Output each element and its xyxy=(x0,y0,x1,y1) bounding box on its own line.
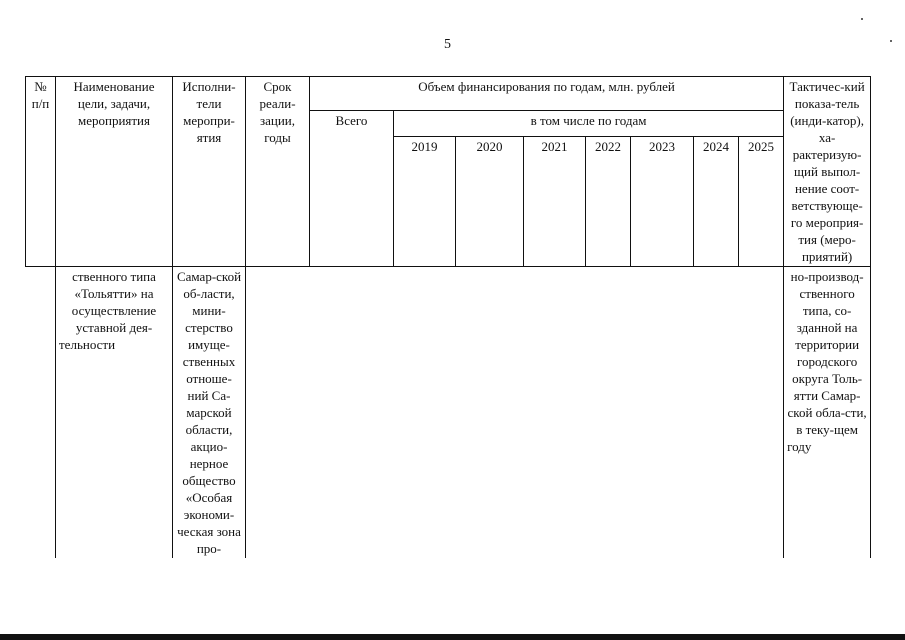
cell-num xyxy=(26,267,56,559)
header-num: № п/п xyxy=(26,77,56,267)
cell-year xyxy=(694,267,739,559)
scan-bottom-edge xyxy=(0,634,905,640)
page-number: 5 xyxy=(444,37,451,52)
header-name: Наименование цели, задачи, мероприятия xyxy=(56,77,173,267)
cell-year xyxy=(631,267,694,559)
header-year: 2024 xyxy=(694,137,739,267)
cell-name: ственного типа «Тольятти» на осуществление уставной дея-тельности xyxy=(56,267,173,559)
cell-executor: Самар-ской об-ласти, мини-стерство имуще-ственных отноше-ний Са-марской области, акцио-нерное общество «Особая экономи-ческая зона про- xyxy=(173,267,246,559)
cell-year xyxy=(524,267,586,559)
header-year: 2025 xyxy=(739,137,784,267)
header-year: 2021 xyxy=(524,137,586,267)
scan-speck xyxy=(861,18,863,20)
header-by-years: в том числе по годам xyxy=(394,111,784,137)
cell-year xyxy=(739,267,784,559)
cell-year xyxy=(586,267,631,559)
table-row xyxy=(26,267,871,559)
funding-table xyxy=(25,76,871,558)
header-indicator: Тактичес-кий показа-тель (инди-катор), ха-рактеризую-щий выпол-нение соот-ветствующе-го мероприя-тия (меро-приятий) xyxy=(784,77,871,267)
cell-year xyxy=(456,267,524,559)
cell-total xyxy=(310,267,394,559)
header-term: Срок реали-зации, годы xyxy=(246,77,310,267)
header-executor: Исполни-тели меропри-ятия xyxy=(173,77,246,267)
header-year: 2020 xyxy=(456,137,524,267)
header-year: 2023 xyxy=(631,137,694,267)
header-year: 2022 xyxy=(586,137,631,267)
scan-speck xyxy=(890,40,892,42)
cell-indicator: но-производ-ственного типа, со-зданной на территории городского округа Толь-ятти Самар-ской обла-сти, в теку-щем году xyxy=(784,267,871,559)
header-year: 2019 xyxy=(394,137,456,267)
cell-term xyxy=(246,267,310,559)
header-total: Всего xyxy=(310,111,394,267)
cell-year xyxy=(394,267,456,559)
header-funding: Объем финансирования по годам, млн. рублей xyxy=(310,77,784,111)
